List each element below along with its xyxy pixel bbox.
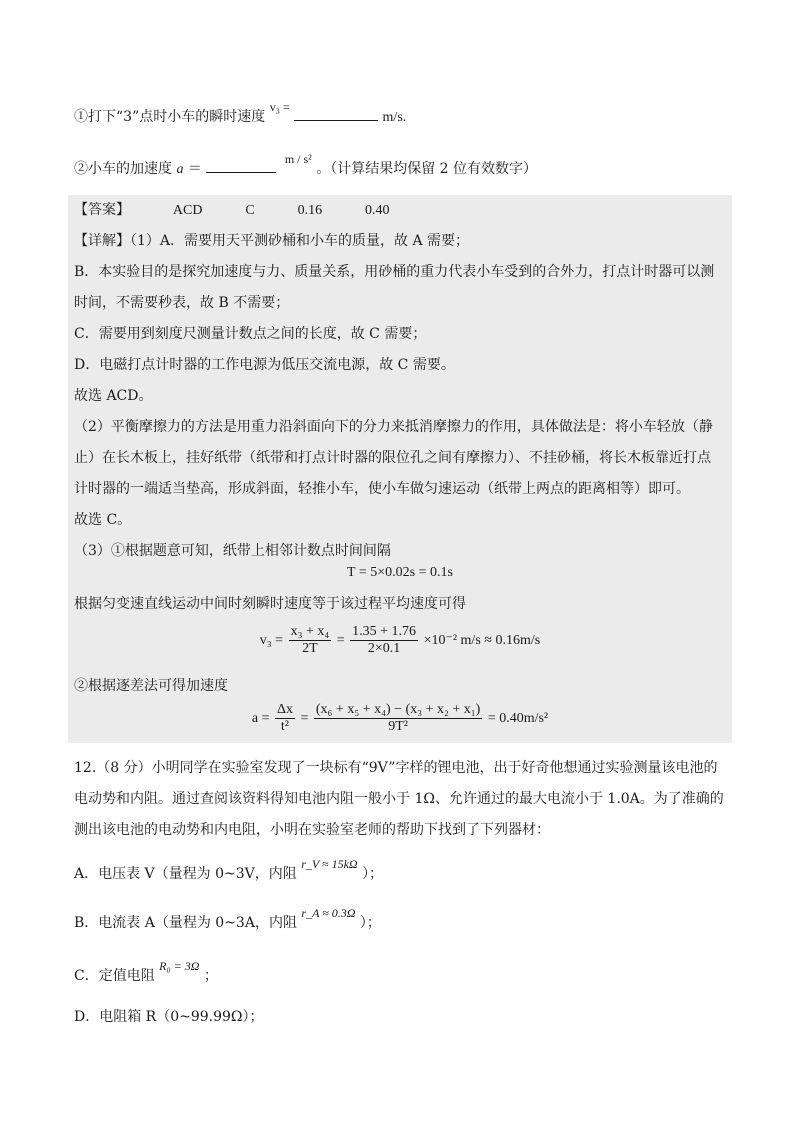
- sub2-blank: [206, 158, 276, 173]
- explanation-line: 【详解】（1）A．需要用天平测砂桶和小车的质量，故 A 需要；: [74, 233, 470, 249]
- v3-frac1-denominator: 2T: [302, 641, 318, 657]
- explanation-line: 止）在长木板上，挂好纸带（纸带和打点计时器的限位孔之间有摩擦力）、不挂砂桶，将长木板靠近打点: [74, 450, 711, 466]
- answer-label: 【答案】: [74, 202, 130, 218]
- a-frac2-numerator: (x₆ + x₅ + x₄) − (x₃ + x₂ + x₁): [315, 702, 481, 718]
- item-d-text: D．电阻箱 R（0~99.99Ω）；: [74, 1009, 264, 1025]
- explanation-line: 根据匀变速直线运动中间时刻瞬时速度等于该过程平均速度可得: [74, 596, 466, 612]
- answer-value-1: ACD: [172, 203, 203, 218]
- v3-frac2-numerator: 1.35 + 1.76: [352, 624, 417, 640]
- explanation-line: 计时器的一端适当垫高，形成斜面，轻推小车，使小车做匀速运动（纸带上两点的距离相等）即可。: [74, 481, 690, 497]
- item-a-end: ）；: [362, 866, 384, 882]
- q12-line: 电动势和内阻。通过查阅该资料得知电池内阻一般小于 1Ω、允许通过的最大电流小于 1.0A。为了准确的: [74, 791, 724, 807]
- a-fraction-2: [314, 702, 482, 735]
- formula-a: a = $\frac{\Delta x}{\text{t²}}$ = $\frac{\text{(x₆ + x₅ + x₄) − (x₃ + x₂ + x₁)}}{\text{9T²}}$ = 0.40m/s²: [251, 702, 549, 735]
- question-sub1: [74, 100, 407, 128]
- explanation-line: （2）平衡摩擦力的方法是用重力沿斜面向下的分力来抵消摩擦力的作用，具体做法是：将小车轻放（静: [74, 419, 713, 435]
- v3-lhs: v₃ =: [259, 633, 284, 648]
- formula-v3: v₃ = $\frac{\text{x₃ + x₄}}{2T}$ = $\frac{1.35 + 1.76}{2\times 0.1}$ ×10⁻² m/s ≈ 0.16m/s: [259, 624, 541, 657]
- answer-value-2: C: [245, 203, 255, 218]
- q12-item-d: [74, 1007, 264, 1027]
- item-a-text: A．电压表 V（量程为 0~3V，内阻: [74, 866, 297, 882]
- q12-item-c: [74, 959, 218, 986]
- item-c-symbol: R₀ = 3Ω: [159, 959, 200, 973]
- item-b-symbol: r_A ≈ 0.3Ω: [301, 906, 356, 920]
- explanation-line: 故选 ACD。: [74, 388, 153, 404]
- explanation-line: ②根据逐差法可得加速度: [74, 678, 228, 694]
- item-c-text: C．定值电阻: [74, 968, 155, 984]
- explanation-line: B．本实验目的是探究加速度与力、质量关系，用砂桶的重力代表小车受到的合外力，打点计时器可以测: [74, 264, 715, 280]
- sub2-note: 。（计算结果均保留 2 位有效数字）: [316, 161, 538, 177]
- sub2-var: a: [176, 162, 184, 177]
- a-frac2-denominator: 9T²: [388, 719, 408, 735]
- v3-frac1-numerator: x₃ + x₄: [290, 624, 330, 640]
- sub1-unit: m/s.: [382, 110, 407, 125]
- sub2-text: ②小车的加速度: [74, 161, 172, 177]
- item-b-text: B．电流表 A（量程为 0~3A，内阻: [74, 915, 297, 931]
- item-c-end: ；: [203, 968, 218, 984]
- sub2-eq: ＝: [187, 161, 202, 177]
- q12-line: 测出该电池的电动势和内电阻，小明在实验室老师的帮助下找到了下列器材：: [74, 822, 550, 838]
- a-lhs: a =: [251, 711, 270, 726]
- sub1-blank: [294, 106, 378, 121]
- v3-frac2-denominator: 2×0.1: [367, 641, 401, 657]
- v3-fraction-1: [289, 624, 332, 657]
- q12-line: 12.（8 分）小明同学在实验室发现了一块标有“9V”字样的锂电池，出于好奇他想通过实验测量该电池的: [74, 760, 718, 776]
- v3-fraction-2: [350, 624, 418, 657]
- item-b-end: ）；: [359, 915, 381, 931]
- explanation-line: D．电磁打点计时器的工作电源为低压交流电源，故 C 需要。: [74, 357, 455, 373]
- answer-value-4: 0.40: [365, 203, 390, 218]
- question-sub2: [74, 152, 538, 180]
- formula-T: T = 5×0.02s = 0.1s: [347, 565, 453, 580]
- sub2-unit: m / s²: [284, 152, 312, 166]
- explanation-line: 故选 C。: [74, 512, 132, 528]
- explanation-line: 时间，不需要秒表，故 B 不需要；: [74, 295, 290, 311]
- sub1-text: ①打下“3”点时小车的瞬时速度: [74, 109, 266, 125]
- a-fraction-1: [275, 702, 295, 735]
- answer-line: [74, 200, 390, 221]
- answer-value-3: 0.16: [297, 203, 323, 218]
- a-tail: = 0.40m/s²: [487, 711, 549, 726]
- explanation-line: C．需要用到刻度尺测量计数点之间的长度，故 C 需要；: [74, 326, 427, 342]
- q12-item-b: [74, 906, 381, 933]
- item-a-symbol: r_V ≈ 15kΩ: [301, 857, 358, 871]
- explanation-line: （3）①根据题意可知，纸带上相邻计数点时间间隔: [74, 543, 391, 559]
- a-frac1-numerator: Δx: [276, 702, 293, 718]
- sub1-var-label: v₃ =: [269, 100, 290, 114]
- a-frac1-denominator: t²: [280, 719, 290, 735]
- v3-tail: ×10⁻² m/s ≈ 0.16m/s: [423, 633, 541, 648]
- q12-item-a: [74, 857, 384, 884]
